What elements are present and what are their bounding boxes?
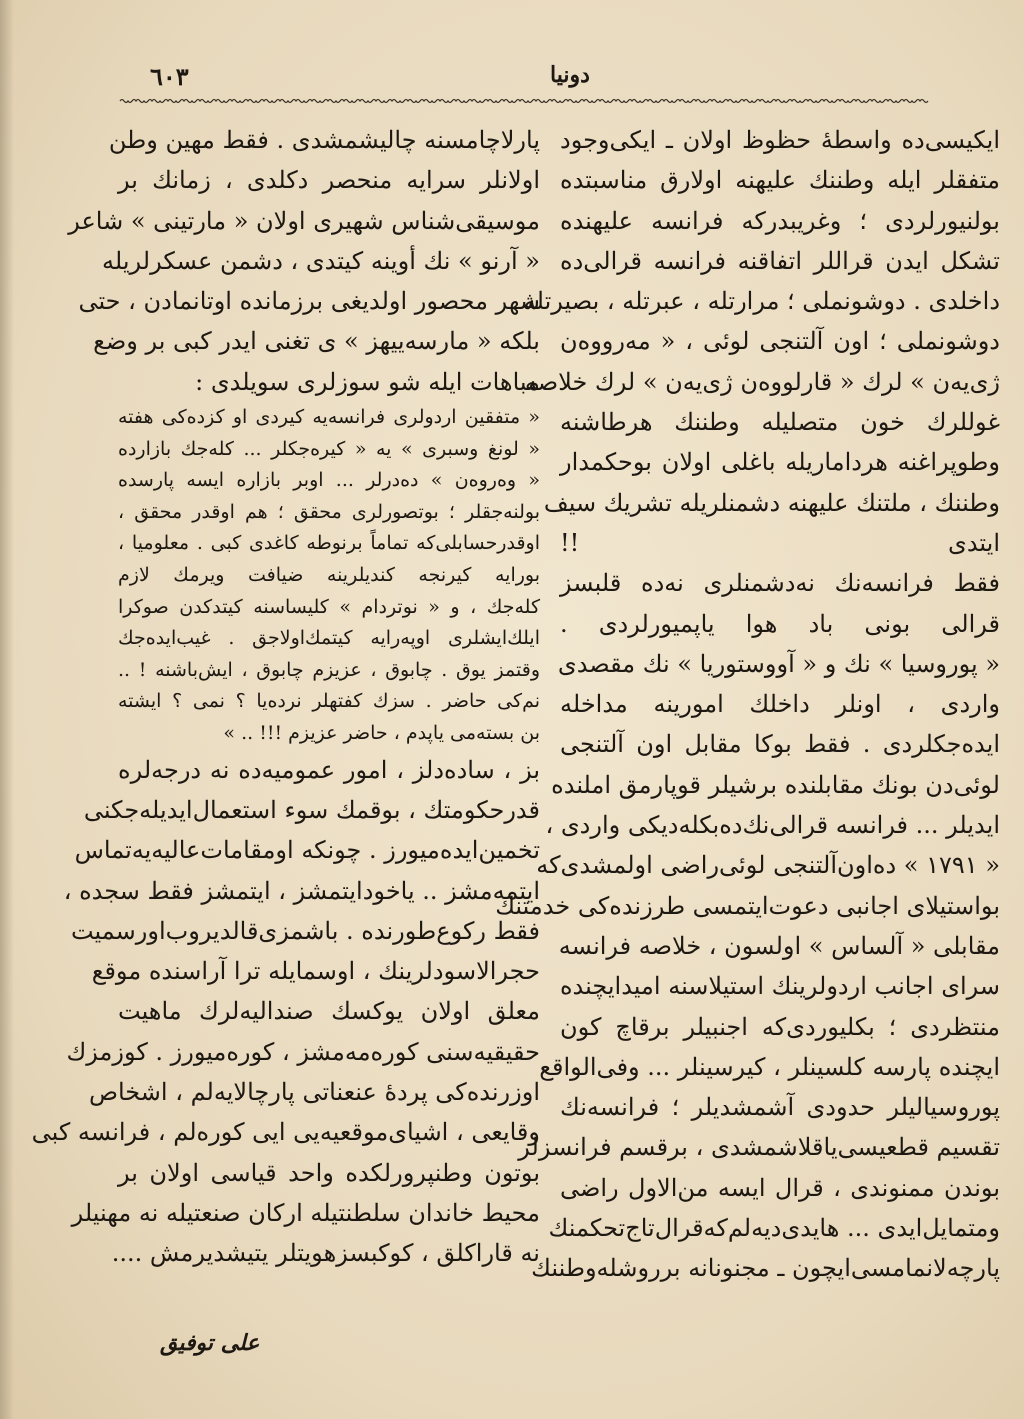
text-line: ایدیلر ... فرانسه قرالی‌نك‌ده‌بکله‌دیکی واردی ، [545, 811, 1000, 840]
text-line: وطوپراغنه هرداماریله باغلی اولان بوحکمدار [560, 448, 1000, 477]
text-line: ایکیسی‌ده واسطهٔ حظوظ اولان ـ ایکی‌وجود [560, 126, 1000, 154]
text-line: ایتمه‌مشز .. یاخودایتمشز ، ایتمشز فقط سجده ، [63, 876, 540, 905]
text-line: بن بسته‌می یاپدم ، حاضر عزیزم !!! .. » [223, 722, 540, 745]
text-line: نم‌کی حاضر . سزك کفتهلر نرده‌یا ؟ نمی ؟ ایشته [118, 690, 540, 713]
text-line: سرای اجانب اردولرینك استیلاسنه امیدایچنده [559, 972, 1000, 1001]
text-line: بلکه « مارسه‌ییهز » ی تغنی ایدر کبی بر وضع [93, 327, 540, 356]
text-line: « ۱۷۹۱ » ده‌اون‌آلتنجی لوئی‌راضی اولمشدی‌که [536, 851, 1000, 880]
text-line: « متفقین اردولری فرانسه‌یه کیردی او کزده‌کی هفته [118, 406, 540, 429]
text-line: لوئی‌دن بونك مقابلنده برشیلر قوپارمق املنده [551, 770, 1000, 799]
text-line: پارلاچامسنه چالیشمشدی . فقط مهین وطن [108, 126, 540, 154]
text-line: بورایه کیرنجه کندیلرینه ضیافت ویرمك لازم [118, 564, 540, 587]
text-line: فقط رکوع‌طورنده . باشمزی‌قالدیروب‌اورسمیت [70, 916, 540, 945]
text-line: اوقدرحسابلی‌که تماماً برنوطه کاغدی کبی . معلومیا ، [118, 532, 540, 555]
right-column [495, 120, 1000, 1340]
text-line: « وه‌روه‌ن » ده‌درلر ... اوبر بازاره ایسه پارسده [118, 469, 540, 492]
text-line: بوندن ممنوندی ، قرال ایسه من‌الاول راضی [560, 1173, 1000, 1202]
header-wavy-rule [120, 98, 920, 104]
text-line: اوزرنده‌کی پردهٔ عنعناتی پارچالایه‌لم ، اشخاص [88, 1077, 540, 1106]
text-line: موسیقی‌شناس شهیری اولان « مارتینی » شاعر [68, 206, 540, 235]
text-line: حجرالاسودلرینك ، اوسمایله ترا آراسنده موقع [91, 957, 540, 986]
text-line: نه قاراکلق ، کوکبسزهویتلر یتیشدیرمش .... [111, 1239, 540, 1268]
text-line: وطننك ، ملتنك علیهنه دشمنلریله تشریك سیف [543, 488, 1000, 517]
text-line: مباهات ایله شو سوزلری سویلدی : [195, 367, 540, 396]
text-line: کله‌جك ، و « نوتردام » کلیساسنه کیتدکدن صوکرا [118, 595, 540, 618]
text-line: دوشونملی ؛ اون آلتنجی لوئی ، « مه‌رووه‌ن [560, 327, 1000, 356]
text-line: مقابلی « آلساس » اولسون ، خلاصه فرانسه [558, 931, 1000, 960]
text-line: وقایعی ، اشیای‌موقعیه‌یی ایی کوره‌لم ، فرانسه کبی [31, 1118, 540, 1147]
page-number: ٦٠٣ [150, 62, 189, 91]
left-column-quote [118, 402, 540, 750]
page-edge-shadow [0, 0, 14, 1419]
left-column-top-text [68, 120, 540, 402]
text-line: قرالی بونی باد هوا یاپمیورلردی . [560, 609, 1000, 638]
text-line: « پوروسیا » نك و « آووستوریا » نك مقصدی [557, 649, 1000, 678]
text-line: غوللرك خون متصلیله وطننك هرطاشنه [560, 408, 1000, 437]
text-line: پوروسیالیلر حدودی آشمشدیلر ؛ فرانسه‌نك [560, 1093, 1000, 1122]
text-line: ایتدی !! [560, 528, 1000, 557]
text-line: ومتمایل‌ایدی ... هایدی‌دیه‌لم‌که‌قرال‌تاج‌تحکمنك [548, 1214, 1000, 1243]
text-line: متفقلر ایله وطننك علیهنه اولارق مناسبتده [560, 166, 1000, 195]
text-line: تشکل ایدن قراللر اتفاقنه فرانسه قرالی‌ده [560, 246, 1000, 275]
text-line: محیط خاندان سلطنتیله ارکان صنعتیله نه مهنیلر [71, 1198, 540, 1227]
text-line: اولانلر سرایه منحصر دکلدی ، زمانك بر [118, 166, 540, 195]
left-column [31, 120, 540, 1390]
text-line: بولنیورلردی ؛ وغریبدرکه فرانسه علیهنده [560, 206, 1000, 235]
text-line: واردی ، اونلر داخلك امورینه مداخله [560, 690, 1000, 719]
text-line: منتظردی ؛ بکلیوردی‌که اجنبیلر برقاچ کون [560, 1012, 1000, 1041]
text-line: بواستیلای اجانبی دعوت‌ایتمسی طرزنده‌کی خدمتنك [495, 891, 1000, 920]
author-signature: علی توفیق [160, 1330, 260, 1356]
text-line: بولنه‌جقلر ؛ بوتصورلری محقق ؛ هم اوقدر محقق ، [118, 500, 540, 523]
text-line: « آرنو » نك أوینه کیتدی ، دشمن عسکرلریله [102, 246, 540, 275]
text-line: ایچنده پارسه کلسینلر ، کیرسینلر ... وفی‌الواقع [539, 1052, 1000, 1081]
text-line: بوتون وطنپرورلکده واحد قیاسی اولان بر [118, 1158, 540, 1187]
text-line: معلق اولان یوکسك صندالیه‌لرك ماهیت [118, 997, 540, 1026]
text-line: فقط فرانسه‌نك نه‌دشمنلری نه‌ده قلبسز [560, 569, 1000, 598]
text-line: بز ، ساده‌دلز ، امور عمومیه‌ده نه درجه‌لره [118, 755, 540, 784]
text-line: ایده‌جکلردی . فقط بوکا مقابل اون آلتنجی [560, 730, 1000, 759]
left-column-bottom-text [31, 750, 540, 1274]
text-line: پارچه‌لانمامسی‌ایچون ـ مجنونانه برروشله‌وطننك [531, 1254, 1000, 1283]
journal-title: دونيا [550, 62, 590, 88]
text-line: قدرحکومتك ، بوقمك سوء استعمال‌ایدیله‌جکنی [83, 795, 540, 824]
text-line: تقسیم قطعیسی‌یاقلاشمشدی ، برقسم فرانسزلر [518, 1133, 1000, 1162]
text-line: ژی‌یه‌ن » لرك « قارلووه‌ن ژی‌یه‌ن » لرك خلاصه [524, 367, 1000, 396]
text-line: وقتمز یوق . چابوق ، عزیزم چابوق ، ایش‌باشنه ! .. [118, 658, 540, 681]
text-line: حقیقیه‌سنی کوره‌مه‌مشز ، کوره‌میورز . کوزمزك [66, 1037, 540, 1066]
text-line: ایلك‌ایشلری اوپه‌رایه کیتمك‌اولاجق . غیب‌ایده‌جك [118, 627, 540, 650]
text-line: داخلدی . دوشونملی ؛ مرارتله ، عبرتله ، بصیرتله [523, 287, 1000, 316]
text-line: « لونغ وسبری » یه « کیره‌جکلر ... کله‌جك بازارده [118, 437, 540, 460]
text-line: تخمین‌ایده‌میورز . چونکه اومقامات‌عالیه‌یه‌تماس [74, 836, 540, 865]
text-line: شهر محصور اولدیغی برزمانده اوتانمادن ، حتی [78, 287, 540, 316]
page-header [150, 62, 864, 96]
